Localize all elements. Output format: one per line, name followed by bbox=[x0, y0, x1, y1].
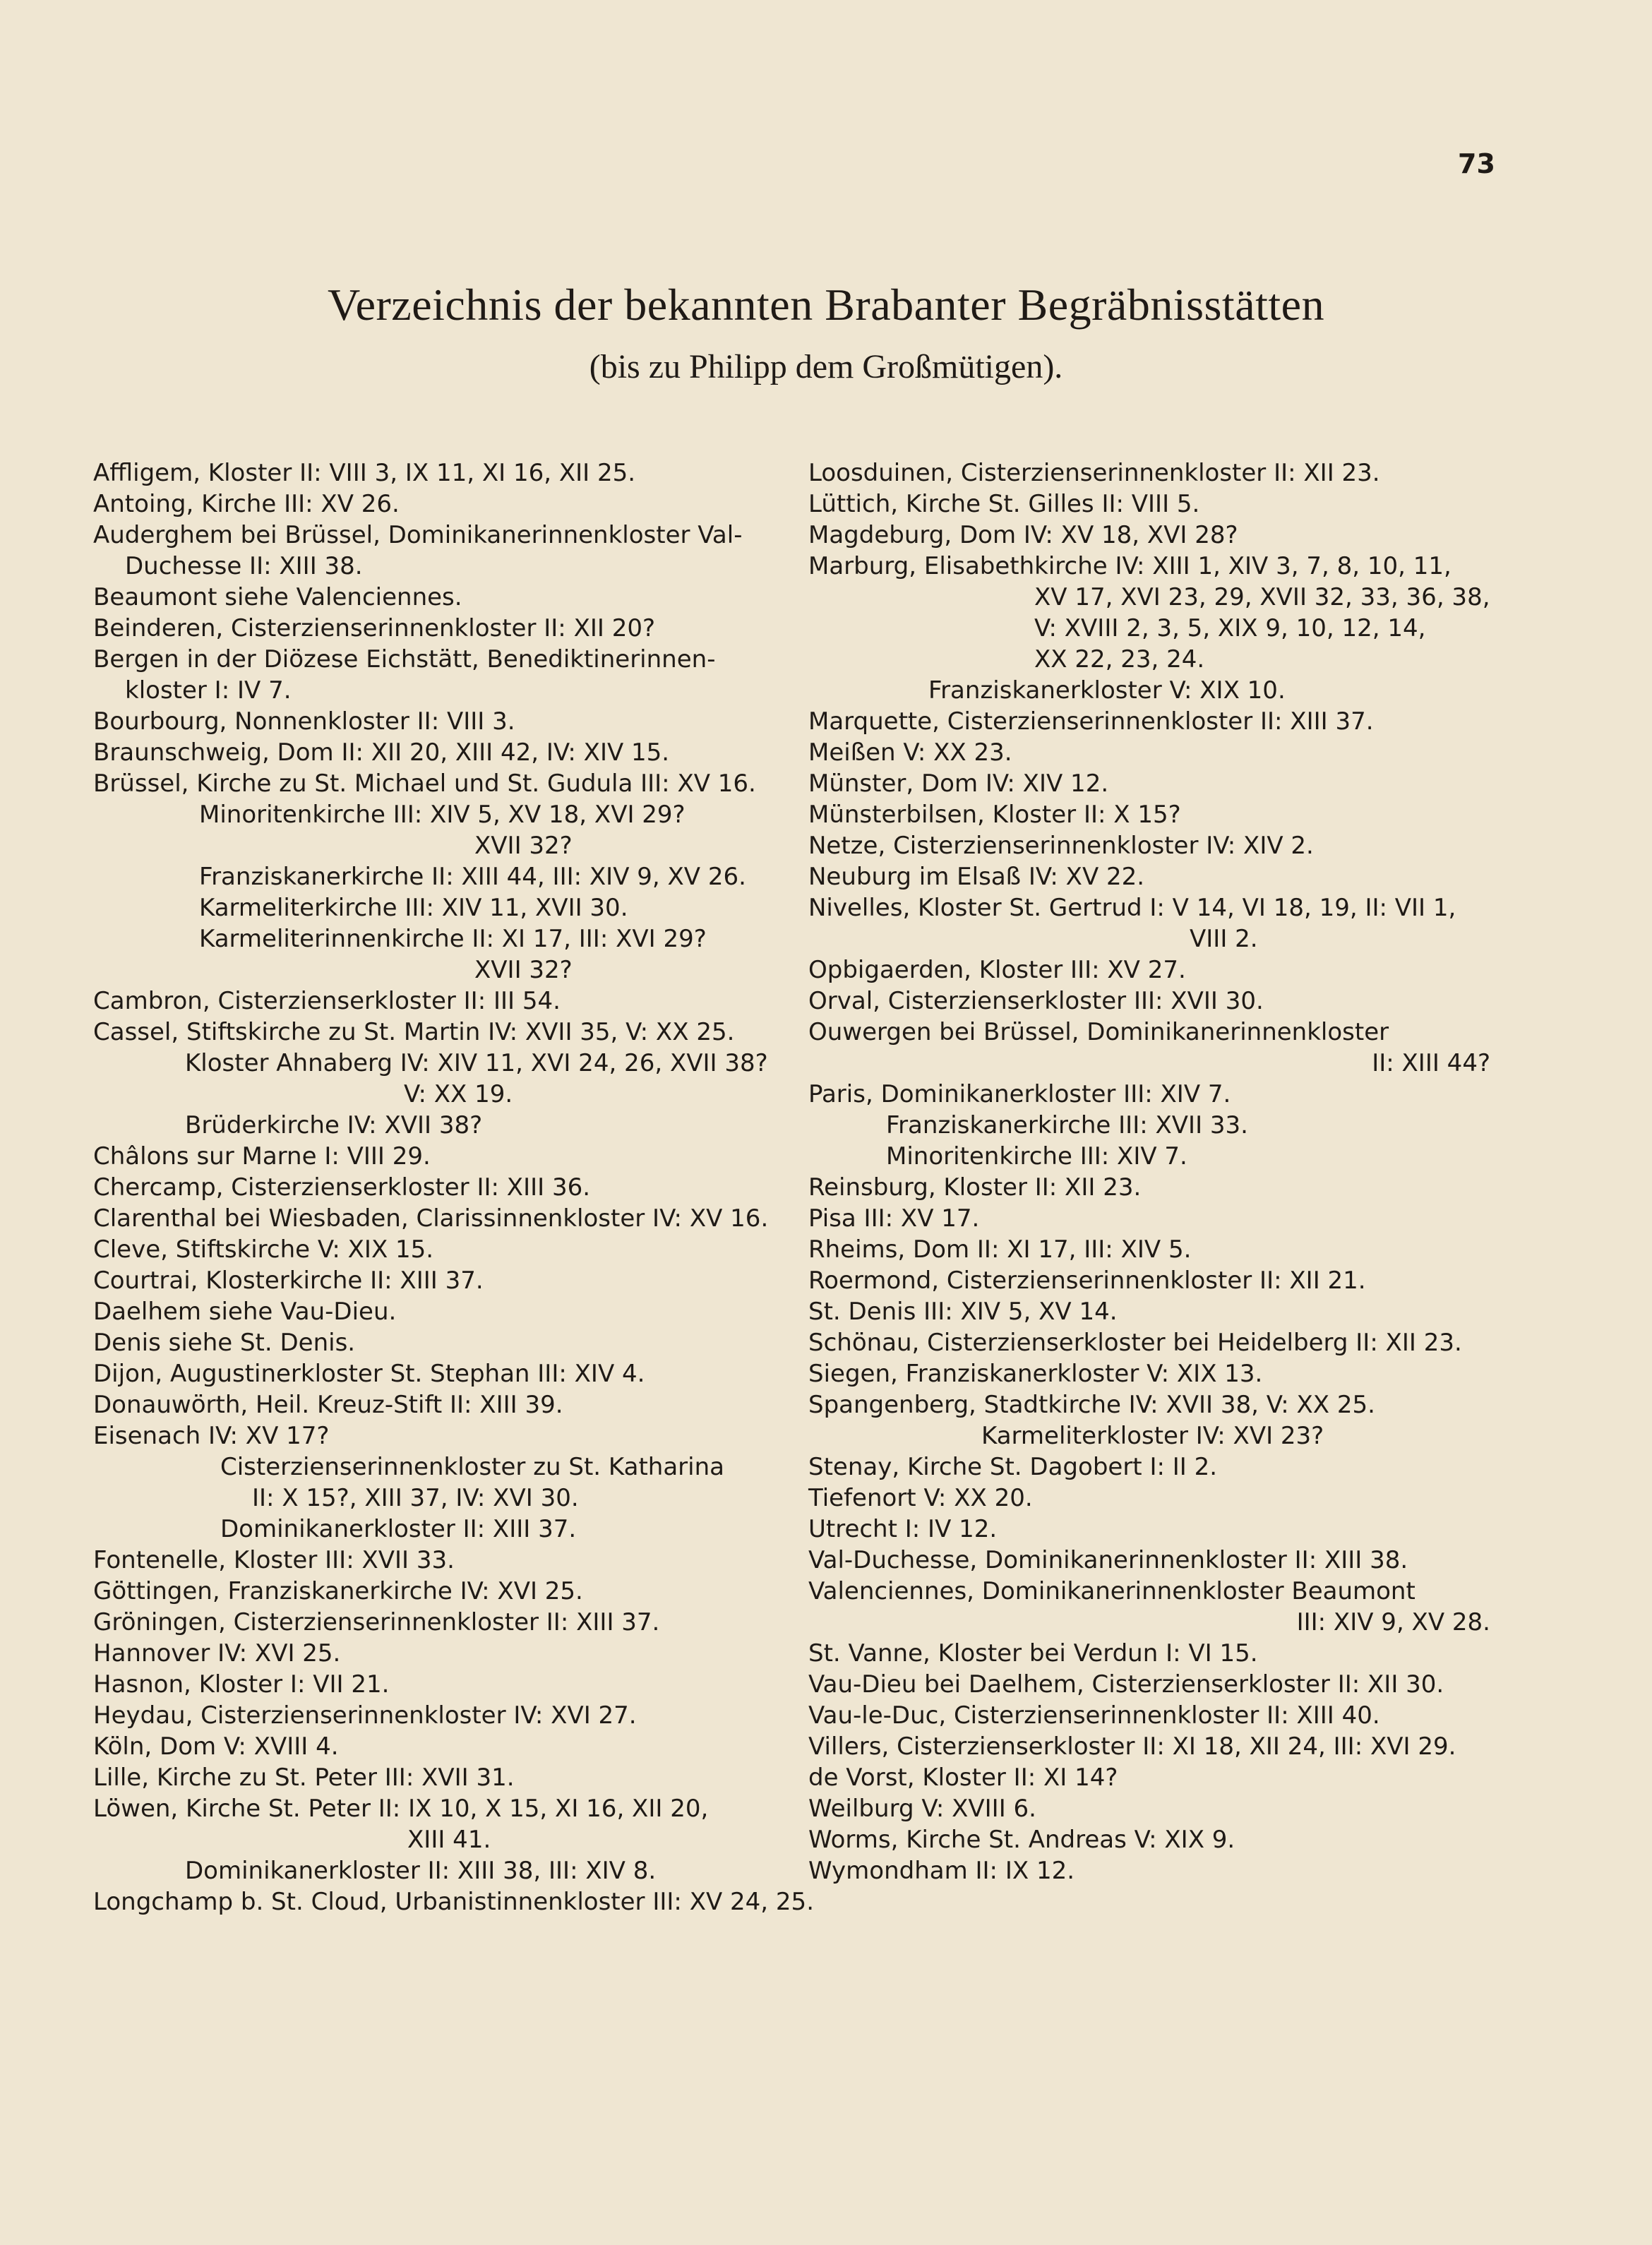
index-entry: Bergen in der Diözese Eichstätt, Benediktinerinnen- bbox=[93, 645, 716, 674]
index-entry: Minoritenkirche III: XIV 7. bbox=[886, 1142, 1187, 1171]
index-entry: Weilburg V: XVIII 6. bbox=[808, 1795, 1036, 1823]
index-entry: Brüssel, Kirche zu St. Michael und St. Gudula III: XV 16. bbox=[93, 770, 756, 798]
index-entry: Affligem, Kloster II: VIII 3, IX 11, XI 16, XII 25. bbox=[93, 459, 636, 487]
index-entry: V: XX 19. bbox=[404, 1080, 513, 1108]
index-entry: Stenay, Kirche St. Dagobert I: II 2. bbox=[808, 1453, 1218, 1481]
index-entry: Valenciennes, Dominikanerinnenkloster Beaumont bbox=[808, 1577, 1415, 1605]
index-entry: Hannover IV: XVI 25. bbox=[93, 1639, 341, 1668]
index-entry: Chercamp, Cisterzienserkloster II: XIII 36. bbox=[93, 1173, 591, 1202]
index-entry: Franziskanerkirche III: XVII 33. bbox=[886, 1111, 1248, 1139]
index-entry: St. Vanne, Kloster bei Verdun I: VI 15. bbox=[808, 1639, 1258, 1668]
page-subtitle: (bis zu Philipp dem Großmütigen). bbox=[589, 348, 1063, 385]
index-entry: Roermond, Cisterzienserinnenkloster II: XII 21. bbox=[808, 1267, 1366, 1295]
index-entry: Longchamp b. St. Cloud, Urbanistinnenkloster III: XV 24, 25. bbox=[93, 1888, 814, 1916]
index-entry: Franziskanerkloster V: XIX 10. bbox=[928, 676, 1286, 705]
index-entry: Fontenelle, Kloster III: XVII 33. bbox=[93, 1546, 455, 1574]
index-entry: Châlons sur Marne I: VIII 29. bbox=[93, 1142, 431, 1171]
page-number: 73 bbox=[1458, 148, 1495, 179]
index-entry: Paris, Dominikanerkloster III: XIV 7. bbox=[808, 1080, 1231, 1108]
index-entry: kloster I: IV 7. bbox=[125, 676, 292, 705]
index-entry: Beinderen, Cisterzienserinnenkloster II: XII 20? bbox=[93, 614, 656, 642]
index-entry: Karmeliterkloster IV: XVI 23? bbox=[981, 1422, 1324, 1450]
index-entry: Marburg, Elisabethkirche IV: XIII 1, XIV 3, 7, 8, 10, 11, bbox=[808, 552, 1452, 580]
index-entry: Lüttich, Kirche St. Gilles II: VIII 5. bbox=[808, 490, 1200, 518]
index-entry: Loosduinen, Cisterzienserinnenkloster II: XII 23. bbox=[808, 459, 1380, 487]
page-title: Verzeichnis der bekannten Brabanter Begräbnisstätten bbox=[327, 280, 1325, 330]
index-entry: Utrecht I: IV 12. bbox=[808, 1515, 998, 1543]
index-entry: Antoing, Kirche III: XV 26. bbox=[93, 490, 400, 518]
index-entry: Magdeburg, Dom IV: XV 18, XVI 28? bbox=[808, 521, 1238, 549]
index-entry: Pisa III: XV 17. bbox=[808, 1204, 980, 1233]
index-entry: V: XVIII 2, 3, 5, XIX 9, 10, 12, 14, bbox=[1034, 614, 1426, 642]
index-entry: Marquette, Cisterzienserinnenkloster II: XIII 37. bbox=[808, 707, 1374, 736]
index-entry: Netze, Cisterzienserinnenkloster IV: XIV 2. bbox=[808, 832, 1314, 860]
index-entry: Denis siehe St. Denis. bbox=[93, 1329, 356, 1357]
left-column bbox=[93, 457, 814, 1917]
index-entry: Münster, Dom IV: XIV 12. bbox=[808, 770, 1109, 798]
index-entry: Donauwörth, Heil. Kreuz-Stift II: XIII 39. bbox=[93, 1391, 563, 1419]
index-entry: Franziskanerkirche II: XIII 44, III: XIV 9, XV 26. bbox=[199, 863, 746, 891]
right-column bbox=[808, 457, 1493, 1886]
index-entry: Braunschweig, Dom II: XII 20, XIII 42, IV: XIV 15. bbox=[93, 738, 670, 767]
index-entry: Daelhem siehe Vau-Dieu. bbox=[93, 1298, 397, 1326]
index-entry: Villers, Cisterzienserkloster II: XI 18, XII 24, III: XVI 29. bbox=[808, 1732, 1456, 1761]
index-entry: Clarenthal bei Wiesbaden, Clarissinnenkloster IV: XV 16. bbox=[93, 1204, 769, 1233]
index-entry: XVII 32? bbox=[474, 832, 573, 860]
index-entry: Heydau, Cisterzienserinnenkloster IV: XVI 27. bbox=[93, 1701, 637, 1730]
index-entry: Cambron, Cisterzienserkloster II: III 54. bbox=[93, 987, 561, 1015]
index-entry: Schönau, Cisterzienserkloster bei Heidelberg II: XII 23. bbox=[808, 1329, 1462, 1357]
index-entry: Hasnon, Kloster I: VII 21. bbox=[93, 1670, 390, 1699]
index-entry: Vau-le-Duc, Cisterzienserinnenkloster II: XIII 40. bbox=[808, 1701, 1380, 1730]
index-entry: Brüderkirche IV: XVII 38? bbox=[185, 1111, 483, 1139]
index-entry: II: X 15?, XIII 37, IV: XVI 30. bbox=[252, 1484, 579, 1512]
index-entry: XX 22, 23, 24. bbox=[1034, 645, 1205, 674]
index-entry: Kloster Ahnaberg IV: XIV 11, XVI 24, 26, XVII 38? bbox=[185, 1049, 768, 1077]
index-entry: Vau-Dieu bei Daelhem, Cisterzienserkloster II: XII 30. bbox=[808, 1670, 1444, 1699]
index-entry: II: XIII 44? bbox=[1372, 1049, 1490, 1077]
index-entry: de Vorst, Kloster II: XI 14? bbox=[808, 1764, 1118, 1792]
index-entry: XVII 32? bbox=[474, 956, 573, 984]
index-entry: Siegen, Franziskanerkloster V: XIX 13. bbox=[808, 1360, 1263, 1388]
index-entry: Minoritenkirche III: XIV 5, XV 18, XVI 29? bbox=[199, 801, 686, 829]
index-entry: Nivelles, Kloster St. Gertrud I: V 14, VI 18, 19, II: VII 1, bbox=[808, 894, 1456, 922]
index-entry: Ouwergen bei Brüssel, Dominikanerinnenkloster bbox=[808, 1018, 1389, 1046]
index-entry: Duchesse II: XIII 38. bbox=[125, 552, 363, 580]
index-entry: Lille, Kirche zu St. Peter III: XVII 31. bbox=[93, 1764, 515, 1792]
index-entry: Cisterzienserinnenkloster zu St. Katharina bbox=[220, 1453, 724, 1481]
index-entry: III: XIV 9, XV 28. bbox=[1296, 1608, 1490, 1636]
index-entry: VIII 2. bbox=[1190, 925, 1258, 953]
index-entry: Göttingen, Franziskanerkirche IV: XVI 25. bbox=[93, 1577, 583, 1605]
index-entry: Reinsburg, Kloster II: XII 23. bbox=[808, 1173, 1142, 1202]
index-entry: Dijon, Augustinerkloster St. Stephan III: XIV 4. bbox=[93, 1360, 645, 1388]
index-entry: Courtrai, Klosterkirche II: XIII 37. bbox=[93, 1267, 484, 1295]
index-entry: Löwen, Kirche St. Peter II: IX 10, X 15, XI 16, XII 20, bbox=[93, 1795, 709, 1823]
index-entry: Worms, Kirche St. Andreas V: XIX 9. bbox=[808, 1826, 1235, 1854]
index-entry: Neuburg im Elsaß IV: XV 22. bbox=[808, 863, 1145, 891]
index-entry: Spangenberg, Stadtkirche IV: XVII 38, V: XX 25. bbox=[808, 1391, 1375, 1419]
index-entry: Wymondham II: IX 12. bbox=[808, 1857, 1075, 1885]
index-entry: St. Denis III: XIV 5, XV 14. bbox=[808, 1298, 1118, 1326]
index-entry: Münsterbilsen, Kloster II: X 15? bbox=[808, 801, 1181, 829]
index-entry: Bourbourg, Nonnenkloster II: VIII 3. bbox=[93, 707, 515, 736]
index-entry: Köln, Dom V: XVIII 4. bbox=[93, 1732, 339, 1761]
index-entry: Cleve, Stiftskirche V: XIX 15. bbox=[93, 1235, 434, 1264]
index-entry: Tiefenort V: XX 20. bbox=[808, 1484, 1033, 1512]
index-entry: Karmeliterinnenkirche II: XI 17, III: XVI 29? bbox=[199, 925, 707, 953]
index-entry: Cassel, Stiftskirche zu St. Martin IV: XVII 35, V: XX 25. bbox=[93, 1018, 735, 1046]
index-entry: XV 17, XVI 23, 29, XVII 32, 33, 36, 38, bbox=[1034, 583, 1490, 611]
index-entry: Karmeliterkirche III: XIV 11, XVII 30. bbox=[199, 894, 628, 922]
index-entry: Dominikanerkloster II: XIII 37. bbox=[220, 1515, 577, 1543]
index-entry: Eisenach IV: XV 17? bbox=[93, 1422, 330, 1450]
index-entry: Rheims, Dom II: XI 17, III: XIV 5. bbox=[808, 1235, 1192, 1264]
index-entry: Beaumont siehe Valenciennes. bbox=[93, 583, 462, 611]
index-entry: Opbigaerden, Kloster III: XV 27. bbox=[808, 956, 1186, 984]
index-entry: Gröningen, Cisterzienserinnenkloster II: XIII 37. bbox=[93, 1608, 660, 1636]
index-entry: Orval, Cisterzienserkloster III: XVII 30. bbox=[808, 987, 1264, 1015]
index-entry: XIII 41. bbox=[407, 1826, 491, 1854]
index-entry: Val-Duchesse, Dominikanerinnenkloster II: XIII 38. bbox=[808, 1546, 1408, 1574]
index-entry: Meißen V: XX 23. bbox=[808, 738, 1012, 767]
index-entry: Auderghem bei Brüssel, Dominikanerinnenkloster Val- bbox=[93, 521, 743, 549]
index-entry: Dominikanerkloster II: XIII 38, III: XIV 8. bbox=[185, 1857, 657, 1885]
